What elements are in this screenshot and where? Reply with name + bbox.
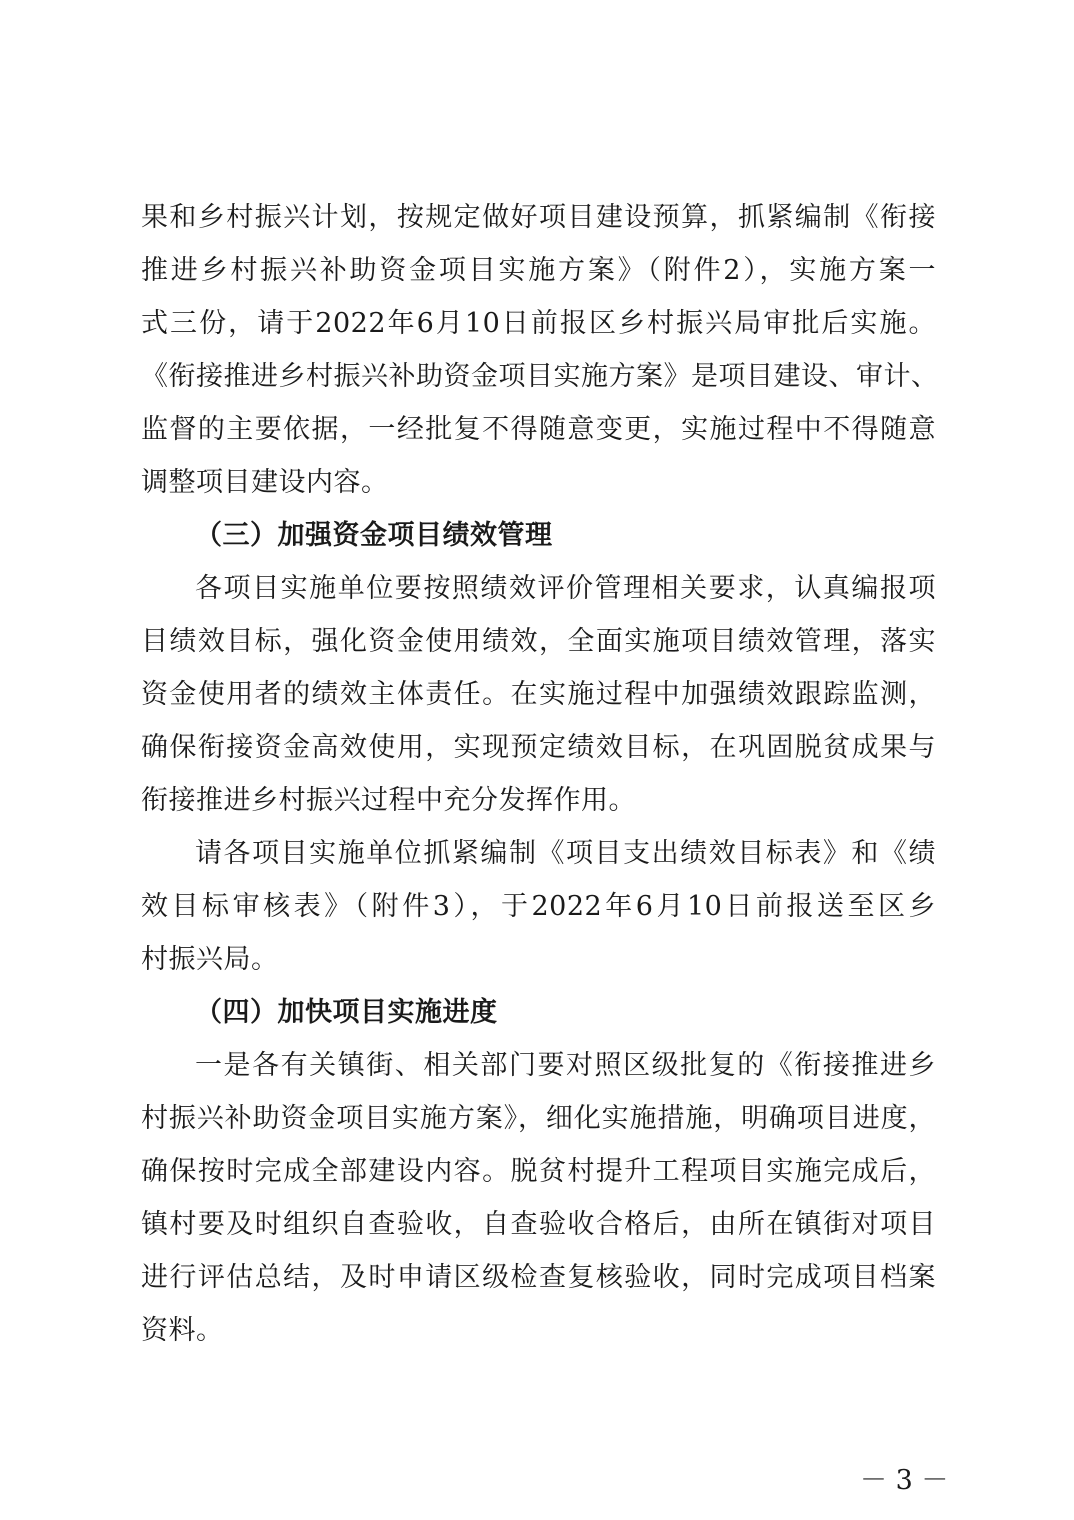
paragraph-line: 果和乡村振兴计划，按规定做好项目建设预算，抓紧编制《衔接: [141, 202, 936, 233]
paragraph-line: 《衔接推进乡村振兴补助资金项目实施方案》是项目建设、审计、: [141, 361, 939, 392]
paragraph-line: 确保衔接资金高效使用，实现预定绩效目标，在巩固脱贫成果与: [141, 732, 936, 763]
paragraph-line: 资料。: [141, 1315, 224, 1346]
section-heading-4: （四）加快项目实施进度: [195, 997, 498, 1028]
paragraph-line: 村振兴局。: [141, 944, 279, 975]
paragraph-line: 效目标审核表》（附件3），于2022年6月10日前报送至区乡: [141, 891, 936, 922]
page-number: － 3 －: [860, 1465, 949, 1496]
paragraph-line: 确保按时完成全部建设内容。脱贫村提升工程项目实施完成后，: [141, 1156, 936, 1187]
paragraph-line: 资金使用者的绩效主体责任。在实施过程中加强绩效跟踪监测，: [141, 679, 936, 710]
paragraph-line: 衔接推进乡村振兴过程中充分发挥作用。: [141, 785, 636, 816]
paragraph-line: 进行评估总结，及时申请区级检查复核验收，同时完成项目档案: [141, 1262, 936, 1293]
paragraph-line: 推进乡村振兴补助资金项目实施方案》（附件2），实施方案一: [141, 255, 936, 286]
paragraph-line: 各项目实施单位要按照绩效评价管理相关要求，认真编报项: [195, 573, 936, 604]
paragraph-line: 请各项目实施单位抓紧编制《项目支出绩效目标表》和《绩: [195, 838, 936, 869]
paragraph-line: 镇村要及时组织自查验收，自查验收合格后，由所在镇街对项目: [141, 1209, 936, 1240]
section-heading-3: （三）加强资金项目绩效管理: [195, 520, 553, 551]
paragraph-line: 监督的主要依据，一经批复不得随意变更，实施过程中不得随意: [141, 414, 936, 445]
paragraph-line: 目绩效目标，强化资金使用绩效，全面实施项目绩效管理，落实: [141, 626, 936, 657]
paragraph-line: 调整项目建设内容。: [141, 467, 389, 498]
paragraph-line: 村振兴补助资金项目实施方案》，细化实施措施，明确项目进度，: [141, 1103, 936, 1134]
paragraph-line: 一是各有关镇街、相关部门要对照区级批复的《衔接推进乡: [195, 1050, 936, 1081]
paragraph-line: 式三份，请于2022年6月10日前报区乡村振兴局审批后实施。: [141, 308, 936, 339]
